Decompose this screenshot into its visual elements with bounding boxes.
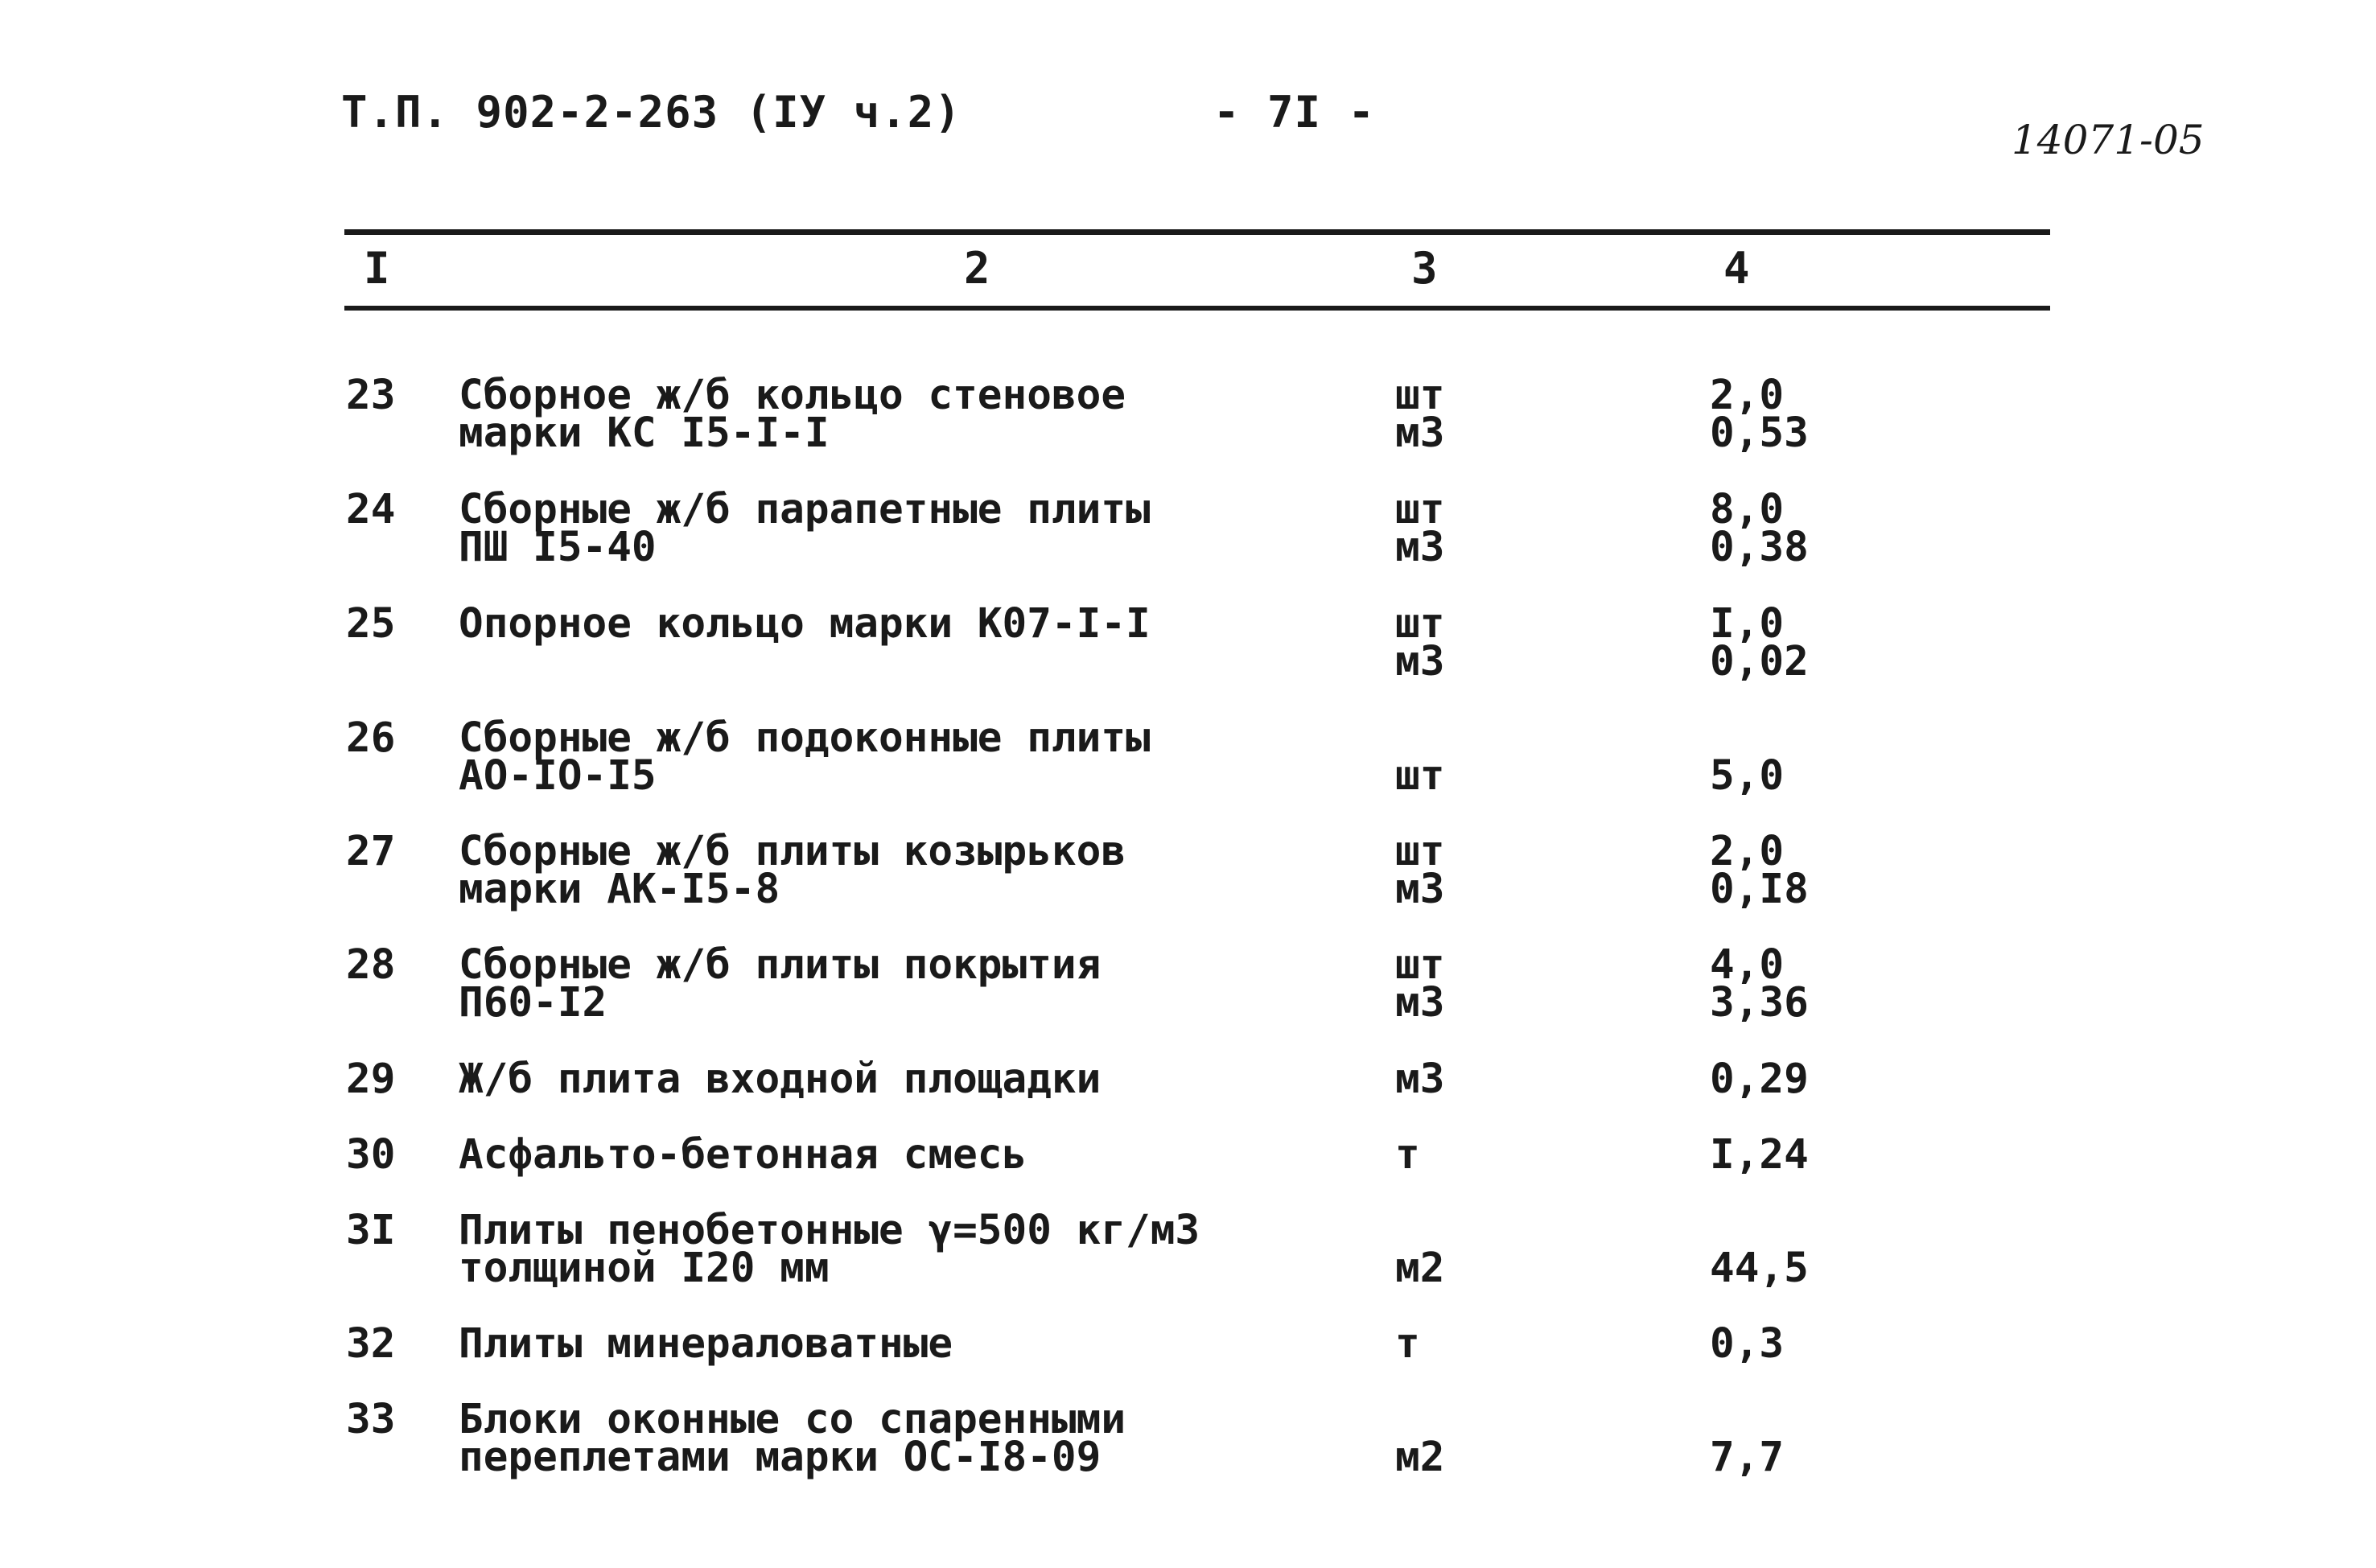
item-name: Плиты пенобетонные γ=500 кг/м3 толщиной I20 мм [459, 1207, 1200, 1292]
unit: м2 [1395, 1245, 1445, 1292]
quantity: 2,0 0,I8 [1710, 828, 1809, 913]
quantity: 5,0 [1710, 752, 1785, 800]
unit: м3 [1395, 1056, 1445, 1103]
column-header-3: 3 [1411, 243, 1438, 294]
unit: шт м3 [1395, 828, 1445, 913]
document-code: Т.П. 902-2-263 (IУ ч.2) [341, 87, 962, 138]
column-header-4: 4 [1723, 243, 1750, 294]
item-name: Сборные ж/б плиты козырьков марки АК-I5-8 [459, 828, 1126, 913]
handwritten-inventory-number: 14071-05 [2012, 117, 2205, 163]
unit: шт [1395, 752, 1445, 800]
table-top-rule [344, 229, 2050, 235]
unit: т [1395, 1131, 1420, 1179]
row-number: 32 [346, 1320, 396, 1368]
quantity: 4,0 3,36 [1710, 941, 1809, 1027]
row-number: 28 [346, 941, 396, 989]
item-name: Сборные ж/б подоконные плиты АО-IО-I5 [459, 714, 1151, 800]
item-name: Сборные ж/б плиты покрытия П60-I2 [459, 941, 1102, 1027]
unit: м2 [1395, 1434, 1445, 1481]
item-name: Плиты минераловатные [459, 1320, 953, 1368]
column-header-1: I [364, 243, 390, 294]
row-number: 3I [346, 1207, 396, 1254]
unit: шт м3 [1395, 600, 1445, 685]
quantity: 7,7 [1710, 1434, 1785, 1481]
row-number: 27 [346, 828, 396, 875]
quantity: 44,5 [1710, 1245, 1809, 1292]
page-number: - 7I - [1213, 87, 1376, 138]
unit: шт м3 [1395, 941, 1445, 1027]
quantity: I,0 0,02 [1710, 600, 1809, 685]
quantity: 2,0 0,53 [1710, 372, 1809, 457]
item-name: Опорное кольцо марки К07-I-I [459, 600, 1151, 648]
unit: шт м3 [1395, 372, 1445, 457]
row-number: 30 [346, 1131, 396, 1179]
row-number: 24 [346, 486, 396, 533]
row-number: 29 [346, 1056, 396, 1103]
unit: шт м3 [1395, 486, 1445, 571]
item-name: Асфальто-бетонная смесь [459, 1131, 1027, 1179]
item-name: Сборные ж/б парапетные плиты ПШ I5-40 [459, 486, 1151, 571]
row-number: 26 [346, 714, 396, 762]
quantity: 0,29 [1710, 1056, 1809, 1103]
row-number: 25 [346, 600, 396, 648]
item-name: Блоки оконные со спаренными переплетами марки ОС-I8-09 [459, 1396, 1126, 1481]
item-name: Сборное ж/б кольцо стеновое марки КС I5-I-I [459, 372, 1126, 457]
item-name: Ж/б плита входной площадки [459, 1056, 1102, 1103]
quantity: 0,3 [1710, 1320, 1785, 1368]
row-number: 23 [346, 372, 396, 419]
quantity: I,24 [1710, 1131, 1809, 1179]
column-header-2: 2 [964, 243, 990, 294]
quantity: 8,0 0,38 [1710, 486, 1809, 571]
unit: т [1395, 1320, 1420, 1368]
row-number: 33 [346, 1396, 396, 1443]
table-header-rule [344, 306, 2050, 311]
